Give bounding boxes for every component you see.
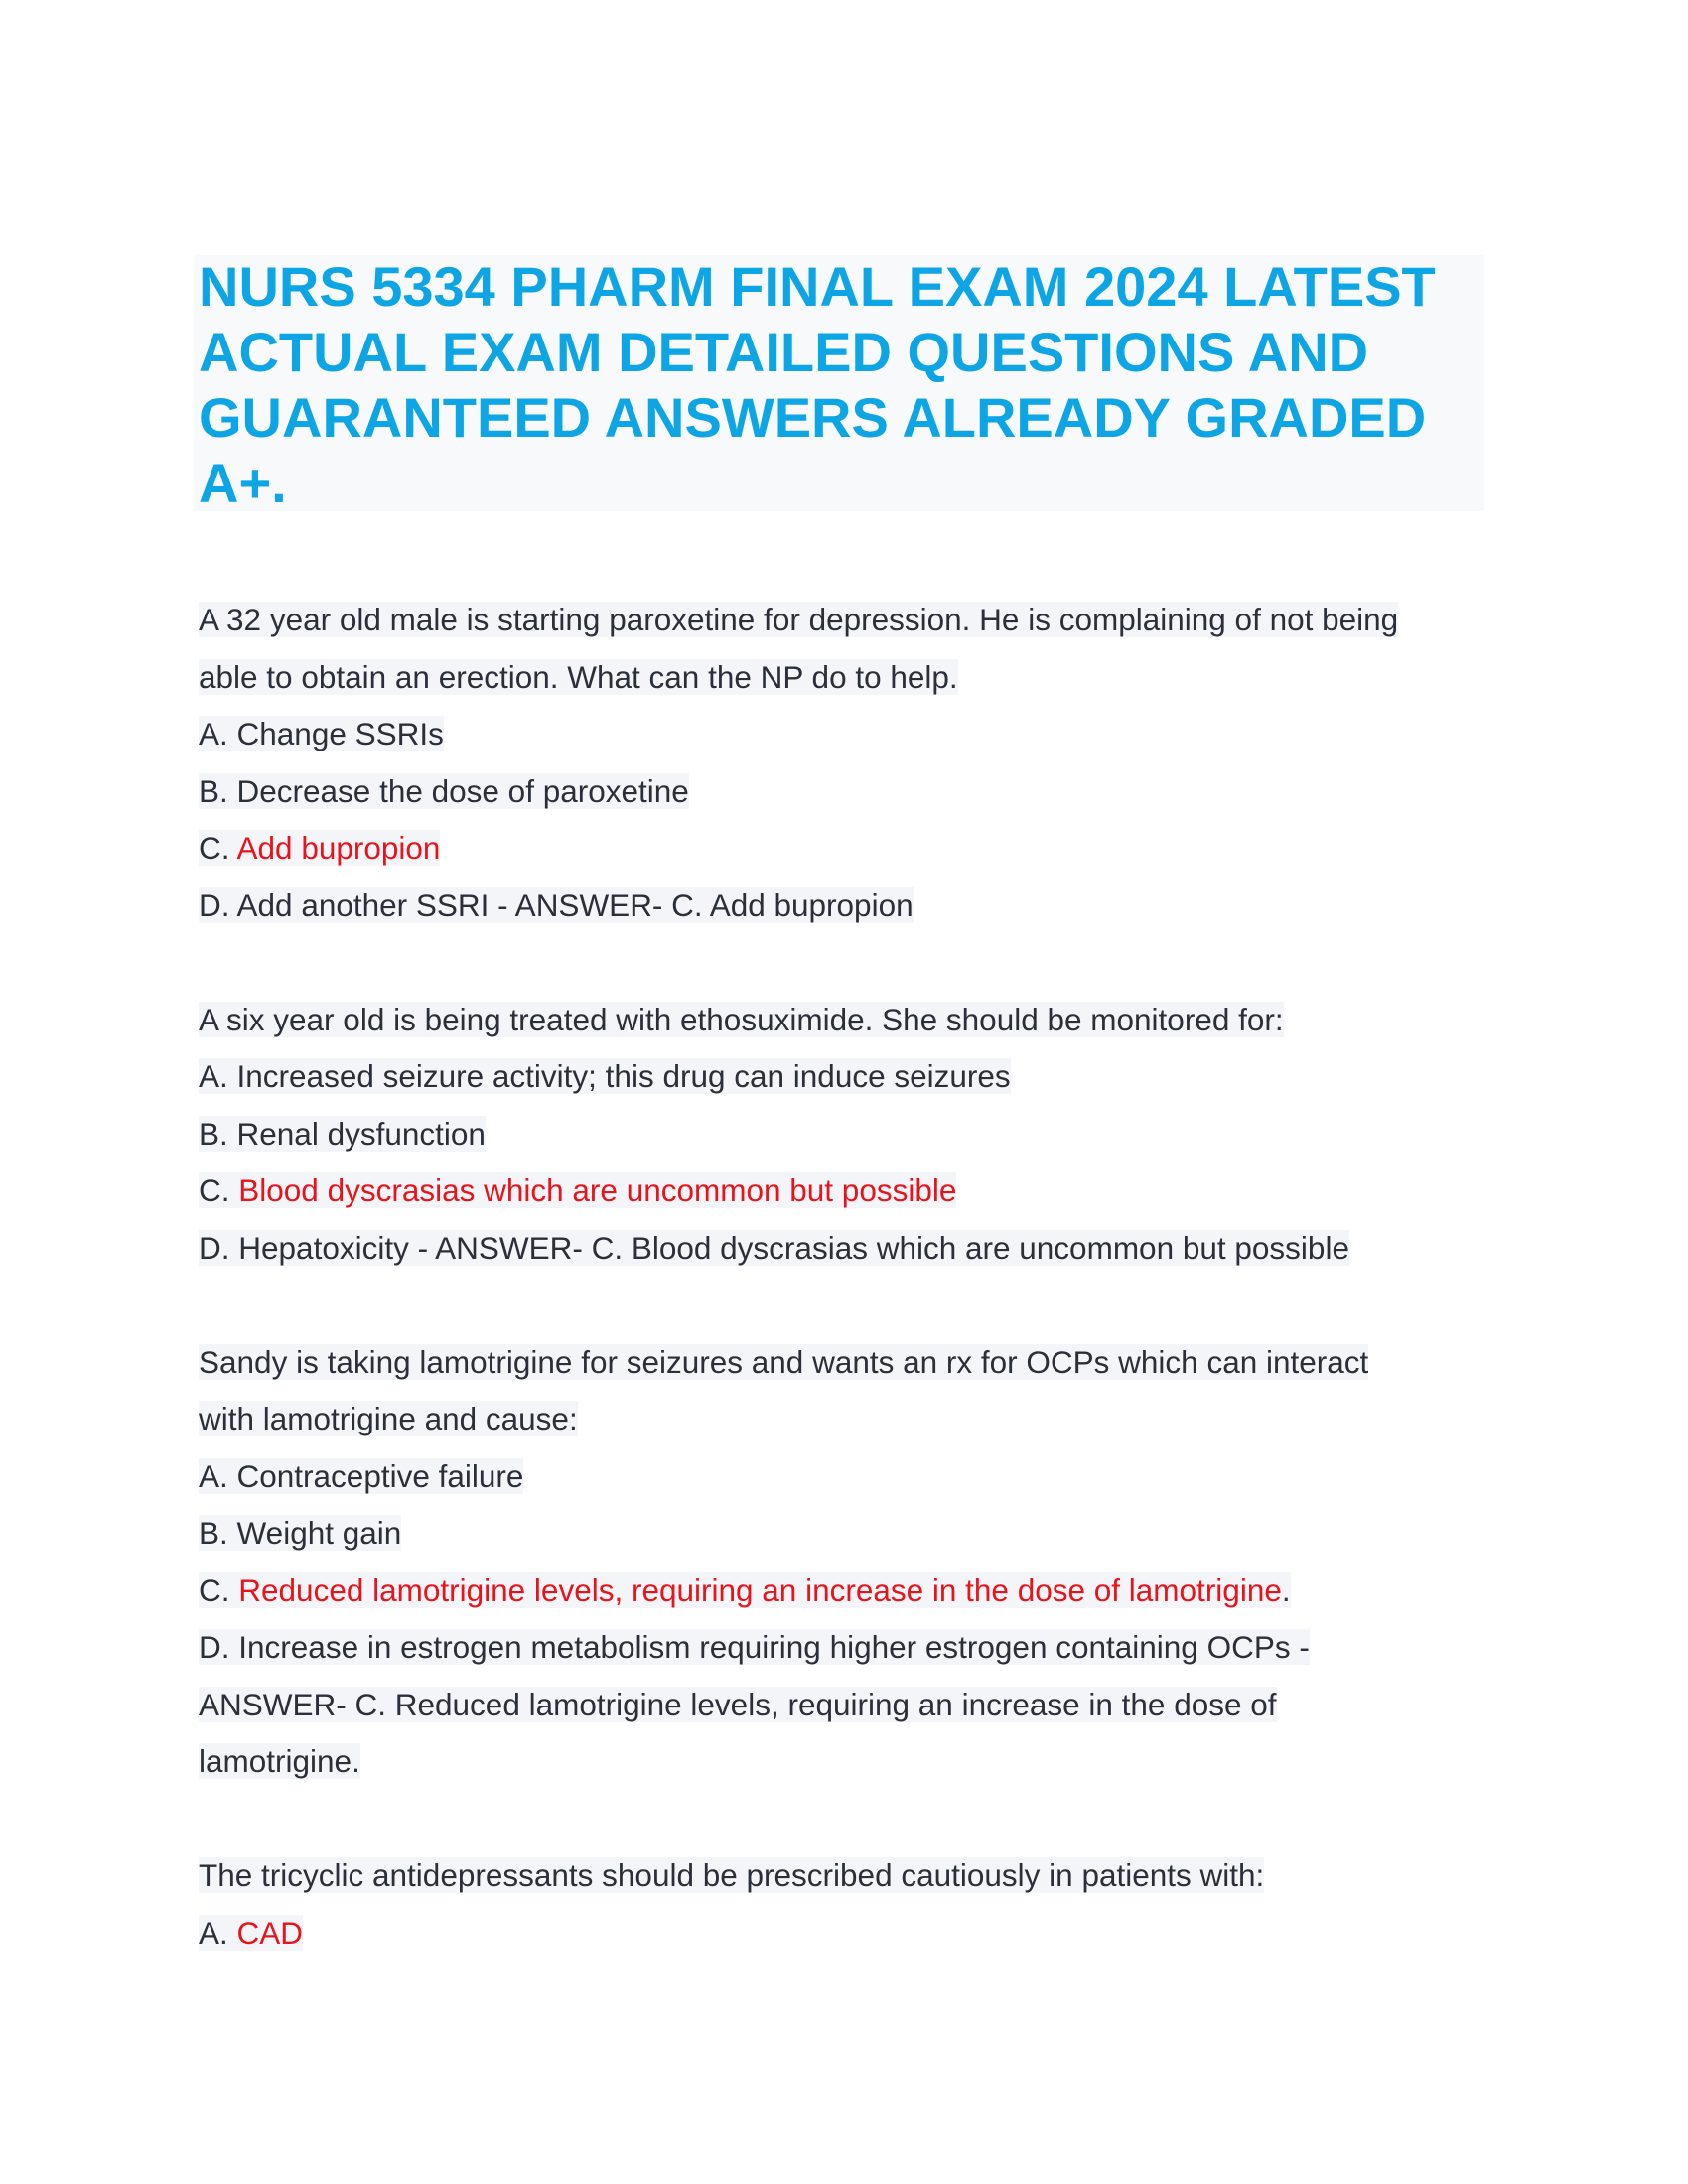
answer-key-line [199,1733,1489,1791]
answer-option-highlight [199,1572,1291,1608]
question-list [199,592,1489,2019]
question-block [199,592,1489,934]
option-text: Hepatoxicity - ANSWER- C. Blood dyscrasias which are uncommon but possible [238,1229,1349,1266]
question-block [199,1334,1489,1791]
question-stem-line [199,592,1489,649]
question-stem-line [199,1847,1489,1905]
option-letter: C. [199,1571,239,1608]
question-stem-line [199,1334,1489,1392]
answer-option-highlight [199,1172,956,1208]
option-letter: D. [199,1229,239,1266]
option-text: Blood dyscrasias which are uncommon but possible [238,1172,957,1208]
answer-option-highlight [199,1915,303,1951]
answer-option-highlight [199,716,444,751]
question-stem-text: The tricyclic antidepressants should be prescribed cautiously in patients with: [199,1857,1265,1893]
answer-key-text: ANSWER- C. Reduced lamotrigine levels, requiring an increase in the dose of [199,1686,1277,1722]
question-stem-line [199,1391,1489,1448]
answer-option [199,1619,1489,1677]
question-stem-text: A six year old is being treated with ethosuximide. She should be monitored for: [199,1001,1284,1037]
option-text: Increased seizure activity; this drug can induce seizures [236,1058,1011,1094]
answer-option [199,763,1489,821]
answer-option-highlight [199,1058,1011,1094]
answer-option-highlight [199,1230,1349,1266]
option-text: Change SSRIs [236,716,444,751]
option-letter: B. [199,772,237,809]
option-text: Add another SSRI - ANSWER- C. Add bupropion [236,887,914,923]
question-stem-line [199,992,1489,1049]
option-letter: B. [199,1115,237,1152]
option-text: Decrease the dose of paroxetine [236,772,689,809]
option-letter: D. [199,887,237,923]
option-letter: A. [199,1457,237,1494]
answer-option-highlight [199,1458,523,1494]
question-stem-text: with lamotrigine and cause: [199,1401,578,1436]
answer-option [199,1505,1489,1563]
option-text: Add bupropion [236,830,441,866]
option-letter: B. [199,1515,237,1551]
answer-option [199,1220,1489,1278]
answer-option [199,706,1489,763]
answer-option-correct [199,1905,1489,1963]
question-stem-text: able to obtain an erection. What can the NP do to help. [199,658,958,695]
option-letter: A. [199,1914,237,1951]
answer-option [199,1448,1489,1506]
answer-key-line [199,1677,1489,1734]
answer-option-highlight [199,1515,401,1551]
answer-option-highlight [199,1629,1310,1665]
question-stem-line [199,649,1489,707]
answer-option [199,1048,1489,1106]
answer-option-highlight [199,830,440,866]
option-suffix: . [1281,1571,1291,1608]
question-block [199,1847,1489,1962]
option-text: Increase in estrogen metabolism requiring higher estrogen containing OCPs - [238,1629,1310,1665]
answer-option-correct [199,1563,1489,1620]
option-text: Reduced lamotrigine levels, requiring an increase in the dose of lamotrigine [238,1571,1282,1608]
answer-key-text: lamotrigine. [199,1743,360,1779]
option-letter: A. [199,716,237,751]
option-letter: D. [199,1629,239,1665]
question-stem-text: A 32 year old male is starting paroxetine for depression. He is complaining of not being [199,602,1399,637]
option-text: Contraceptive failure [236,1457,524,1494]
option-letter: C. [199,830,237,866]
answer-option-highlight [199,887,914,923]
option-text: CAD [236,1914,304,1951]
answer-option [199,878,1489,935]
option-text: Weight gain [236,1515,402,1551]
answer-option-correct [199,820,1489,878]
answer-option-correct [199,1162,1489,1220]
option-text: Renal dysfunction [236,1115,486,1152]
answer-option-highlight [199,773,689,809]
question-block [199,992,1489,1278]
answer-option [199,1106,1489,1163]
option-letter: C. [199,1172,239,1208]
option-letter: A. [199,1058,237,1094]
document-title: NURS 5334 PHARM FINAL EXAM 2024 LATEST ACTUAL EXAM DETAILED QUESTIONS AND GUARANTEED ANSWERS ALREADY GRADED A+. [199,255,1436,514]
answer-option-highlight [199,1116,486,1152]
question-stem-text: Sandy is taking lamotrigine for seizures and wants an rx for OCPs which can interact [199,1343,1369,1380]
